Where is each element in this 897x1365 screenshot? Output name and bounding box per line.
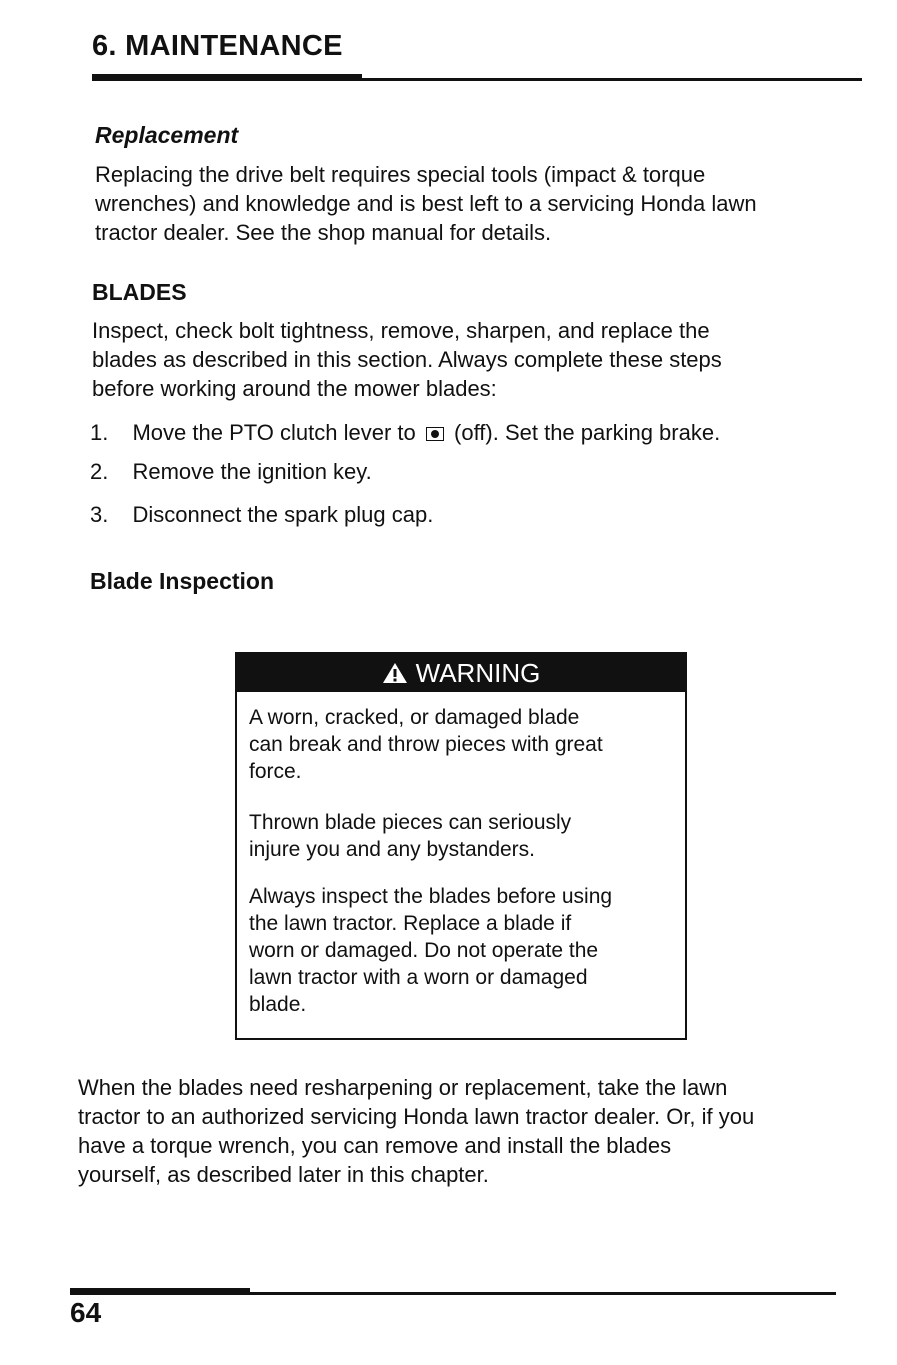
text-line: before working around the mower blades:: [92, 376, 497, 401]
replacement-heading: Replacement: [95, 122, 239, 148]
step-number: 2.: [90, 459, 109, 484]
text-line: Always inspect the blades before using: [249, 885, 613, 908]
warning-paragraph: [249, 883, 675, 1018]
text-line: worn or damaged. Do not operate the: [249, 939, 599, 962]
text-line: yourself, as described later in this chapter.: [78, 1162, 489, 1187]
header-rule: [92, 78, 862, 81]
warning-paragraph: [249, 704, 675, 785]
blade-inspection-heading: Blade Inspection: [90, 568, 275, 594]
blades-heading: BLADES: [92, 279, 187, 305]
warning-title: WARNING: [415, 657, 541, 688]
page-number: 64: [70, 1297, 102, 1328]
step-number: 3.: [90, 502, 109, 527]
text-line: wrenches) and knowledge and is best left to a servicing Honda lawn: [95, 191, 757, 216]
step-text: Remove the ignition key.: [132, 459, 372, 484]
pto-off-icon: [426, 427, 444, 441]
step-text: Disconnect the spark plug cap.: [132, 502, 434, 527]
text-line: Thrown blade pieces can seriously: [249, 811, 572, 834]
warning-header: [237, 654, 685, 692]
text-line: have a torque wrench, you can remove and install the blades: [78, 1133, 672, 1158]
step-text: Move the PTO clutch lever to: [132, 420, 416, 445]
warning-box: [235, 652, 687, 1040]
text-line: blade.: [249, 993, 307, 1016]
text-line: can break and throw pieces with great: [249, 733, 603, 756]
warning-paragraph: [249, 809, 675, 863]
replacement-paragraph: [95, 160, 757, 247]
text-line: injure you and any bystanders.: [249, 838, 536, 861]
warning-body: [249, 704, 675, 1038]
blades-paragraph: [92, 316, 722, 403]
text-line: force.: [249, 760, 302, 783]
step-1: [90, 418, 720, 447]
text-line: tractor dealer. See the shop manual for details.: [95, 220, 552, 245]
text-line: Replacing the drive belt requires special tools (impact & torque: [95, 162, 706, 187]
footer-rule: [70, 1292, 836, 1295]
text-line: tractor to an authorized servicing Honda lawn tractor dealer. Or, if you: [78, 1104, 755, 1129]
text-line: Inspect, check bolt tightness, remove, sharpen, and replace the: [92, 318, 710, 343]
text-line: A worn, cracked, or damaged blade: [249, 706, 580, 729]
step-number: 1.: [90, 420, 109, 445]
warning-triangle-icon: [382, 662, 408, 684]
inspection-paragraph: [78, 1073, 754, 1189]
text-line: When the blades need resharpening or replacement, take the lawn: [78, 1075, 728, 1100]
text-line: lawn tractor with a worn or damaged: [249, 966, 588, 989]
step-2: [90, 457, 372, 486]
step-text-cont: (off). Set the parking brake.: [454, 420, 721, 445]
step-3: [90, 500, 433, 529]
chapter-title: 6. MAINTENANCE: [92, 30, 343, 62]
text-line: the lawn tractor. Replace a blade if: [249, 912, 572, 935]
text-line: blades as described in this section. Always complete these steps: [92, 347, 722, 372]
